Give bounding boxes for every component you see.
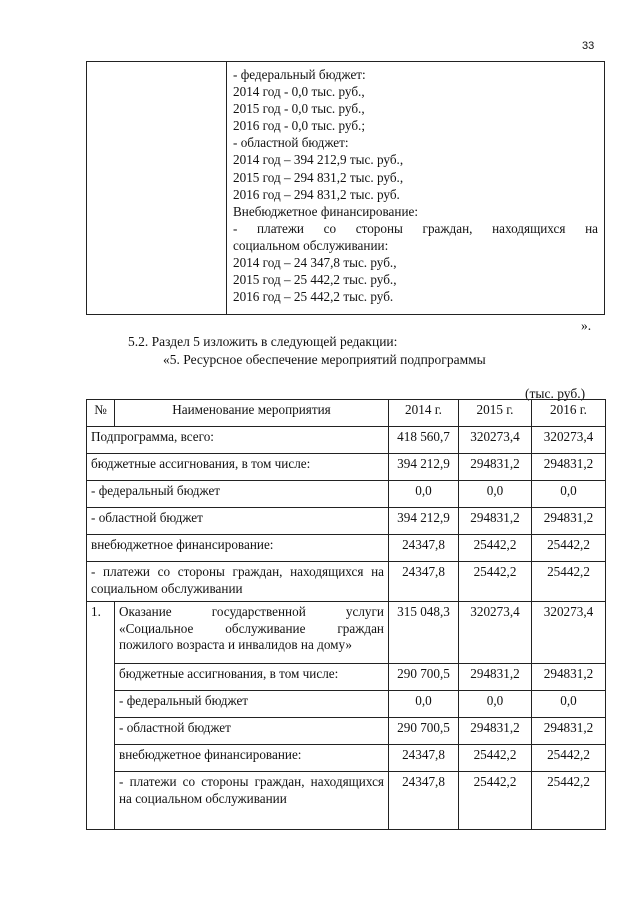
value-2014: 24347,8	[389, 772, 459, 830]
value-2014: 315 048,3	[389, 602, 459, 664]
value-2014: 0,0	[389, 691, 459, 718]
table-row	[87, 535, 606, 562]
value-2016: 294831,2	[532, 664, 606, 691]
value-2015: 294831,2	[459, 454, 532, 481]
header-2014: 2014 г.	[389, 400, 459, 427]
row-name: - областной бюджет	[115, 718, 389, 745]
value-2016: 25442,2	[532, 772, 606, 830]
page-number: 33	[582, 40, 595, 52]
row-name: внебюджетное финансирование:	[87, 535, 389, 562]
row-name: внебюджетное финансирование:	[115, 745, 389, 772]
table-row	[87, 772, 606, 830]
value-2014: 24347,8	[389, 745, 459, 772]
value-2015: 25442,2	[459, 562, 532, 602]
value-2015: 25442,2	[459, 745, 532, 772]
row-name: - федеральный бюджет	[115, 691, 389, 718]
funding-line: - областной бюджет:	[233, 135, 349, 151]
row-name: бюджетные ассигнования, в том числе:	[115, 664, 389, 691]
value-2016: 294831,2	[532, 508, 606, 535]
value-2014: 290 700,5	[389, 664, 459, 691]
value-2014: 394 212,9	[389, 454, 459, 481]
funding-line: 2016 год – 294 831,2 тыс. руб.	[233, 186, 400, 202]
value-2015: 294831,2	[459, 664, 532, 691]
value-2016: 25442,2	[532, 535, 606, 562]
row-name: - платежи со стороны граждан, находящихся на социальном обслуживании	[115, 772, 389, 830]
funding-line: 2014 год – 394 212,9 тыс. руб.,	[233, 152, 404, 168]
value-2015: 25442,2	[459, 535, 532, 562]
value-2015: 320273,4	[459, 427, 532, 454]
table-header-row	[87, 400, 606, 427]
table-row	[87, 427, 606, 454]
empty-label-cell	[87, 62, 227, 315]
funding-line: - платежи со стороны граждан, находящихся на	[233, 220, 598, 236]
header-name: Наименование мероприятия	[115, 400, 389, 427]
row-name: - федеральный бюджет	[87, 481, 389, 508]
funding-line: 2016 год - 0,0 тыс. руб.;	[233, 118, 366, 134]
row-name: Оказание государственной услуги «Социальное обслуживание граждан пожилого возраста и инвалидов на дому»	[115, 602, 389, 664]
table-row	[87, 664, 606, 691]
value-2014: 418 560,7	[389, 427, 459, 454]
value-2016: 320273,4	[532, 427, 606, 454]
value-2014: 24347,8	[389, 562, 459, 602]
unit-label: (тыс. руб.)	[525, 386, 586, 401]
row-name: бюджетные ассигнования, в том числе:	[87, 454, 389, 481]
funding-line: социальном обслуживании:	[233, 237, 389, 253]
row-name: Подпрограмма, всего:	[87, 427, 389, 454]
section-heading: «5. Ресурсное обеспечение мероприятий подпрограммы	[163, 352, 486, 367]
header-2016: 2016 г.	[532, 400, 606, 427]
value-2015: 25442,2	[459, 772, 532, 830]
funding-line: Внебюджетное финансирование:	[233, 203, 419, 219]
table-row	[87, 718, 606, 745]
value-2016: 25442,2	[532, 745, 606, 772]
funding-text-cell	[227, 62, 605, 315]
value-2015: 294831,2	[459, 508, 532, 535]
resource-table	[86, 399, 606, 830]
table-row	[87, 508, 606, 535]
header-2015: 2015 г.	[459, 400, 532, 427]
value-2014: 0,0	[389, 481, 459, 508]
funding-line: 2016 год – 25 442,2 тыс. руб.	[233, 289, 394, 305]
funding-line: 2015 год – 25 442,2 тыс. руб.,	[233, 272, 397, 288]
table-row	[87, 454, 606, 481]
value-2016: 25442,2	[532, 562, 606, 602]
table-row	[87, 691, 606, 718]
table-row	[87, 562, 606, 602]
row-name: - областной бюджет	[87, 508, 389, 535]
funding-line: 2015 год – 294 831,2 тыс. руб.,	[233, 169, 404, 185]
table-row	[87, 481, 606, 508]
item-number: 1.	[87, 602, 115, 830]
value-2016: 0,0	[532, 481, 606, 508]
value-2016: 320273,4	[532, 602, 606, 664]
funding-line: 2014 год - 0,0 тыс. руб.,	[233, 84, 365, 100]
value-2015: 0,0	[459, 481, 532, 508]
table-row	[87, 745, 606, 772]
funding-continuation-table	[86, 61, 605, 315]
header-num: №	[87, 400, 115, 427]
value-2014: 290 700,5	[389, 718, 459, 745]
value-2016: 294831,2	[532, 454, 606, 481]
closing-quote: ».	[581, 318, 592, 333]
value-2016: 0,0	[532, 691, 606, 718]
amendment-paragraph: 5.2. Раздел 5 изложить в следующей редакции:	[128, 334, 398, 349]
value-2015: 294831,2	[459, 718, 532, 745]
value-2016: 294831,2	[532, 718, 606, 745]
funding-line: 2015 год - 0,0 тыс. руб.,	[233, 101, 365, 117]
value-2015: 320273,4	[459, 602, 532, 664]
value-2014: 394 212,9	[389, 508, 459, 535]
table-row	[87, 602, 606, 664]
funding-line: 2014 год – 24 347,8 тыс. руб.,	[233, 255, 397, 271]
row-name: - платежи со стороны граждан, находящихся на социальном обслуживании	[87, 562, 389, 602]
funding-line: - федеральный бюджет:	[233, 67, 366, 82]
value-2015: 0,0	[459, 691, 532, 718]
value-2014: 24347,8	[389, 535, 459, 562]
